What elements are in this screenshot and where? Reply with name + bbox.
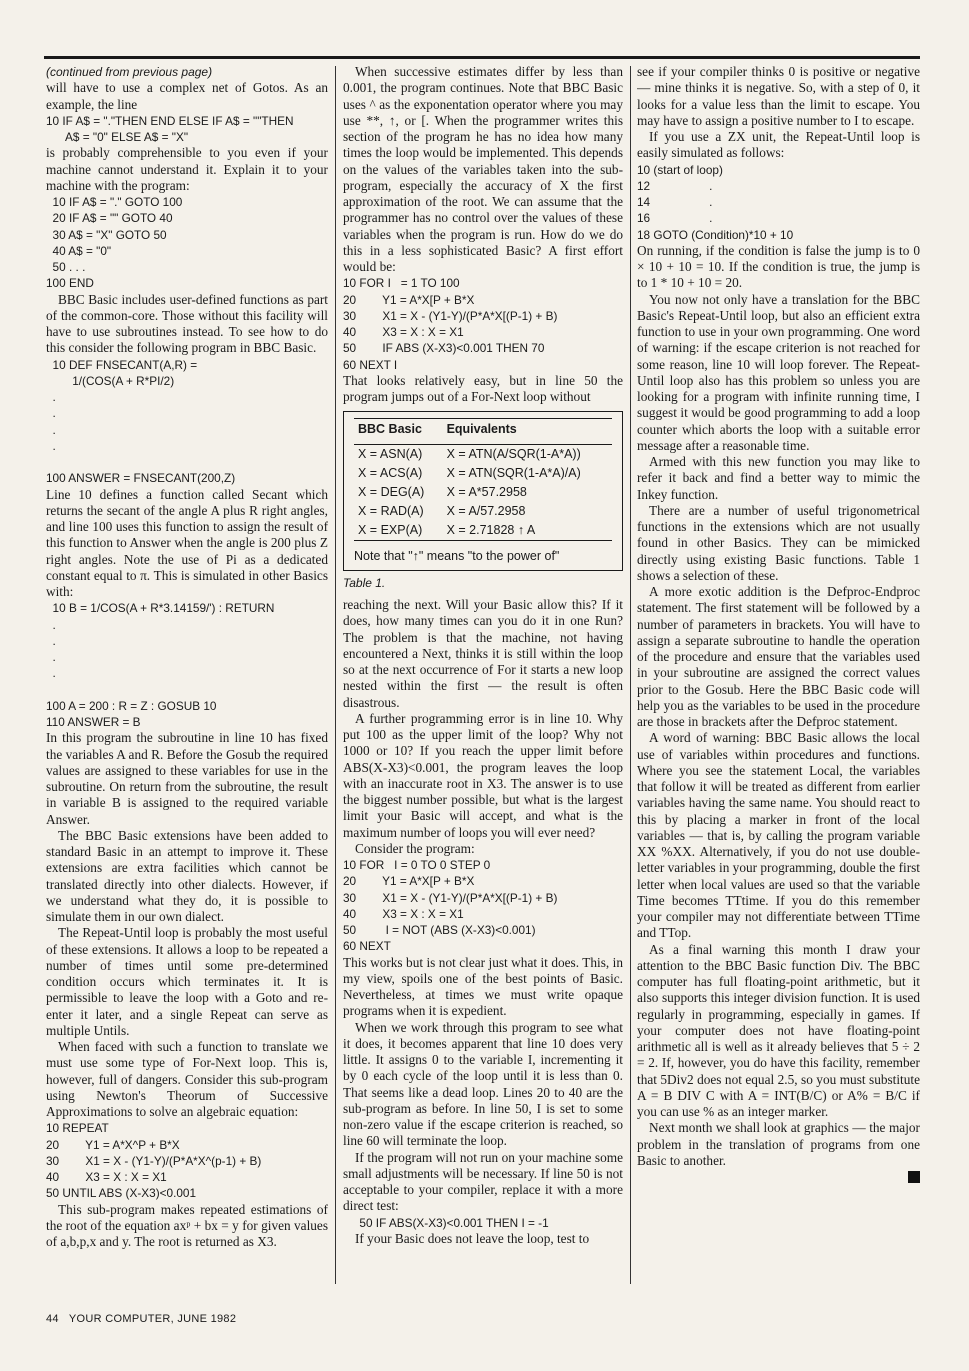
code-listing: 10 B = 1/COS(A + R*3.14159/') : RETURN . . . . 100 A = 200 : R = Z : GOSUB 10 110 ANSWER = B [46,601,275,729]
paragraph: A word of warning: BBC Basic allows the local use of variables within procedures and functions. Where you see the statement Local, the variables that follow it will be treated as different from earlier variables having the same name. You should react to this by placing a marker in front of the local variables — that is, by calling the program variable XX %XX. Alternatively, if you do not use double-letter variables in your programming, double the first letter when local values are used so that the variable Time becomes TTtime. If you do this remember your compiler may not differentiate between TTime and TTop. [637,730,920,941]
table-header-row [354,419,612,444]
publication-line: YOUR COMPUTER, JUNE 1982 [68,1313,237,1325]
table-row [354,444,612,464]
paragraph: This works but is not clear just what it does. This, in my view, spoils one of the best points of Basic. Nevertheless, at times we must write opaque programs when it is expedient. [343,954,623,1019]
paragraph: You now not only have a translation for the BBC Basic's Repeat-Until loop, but also an efficient extra function to use in your own programming. One word of warning: if the escape criterion is not reached for some reason, line 10 will loop forever. The Repeat-Until loop also has this problem so unless you are looking for a program with infinite running time, I suggest it would be good programming to add a loop counter which aborts the loop with a suitable error message after a reasonable time. [637,291,920,453]
code-listing: 10 IF A$ = "." GOTO 100 20 IF A$ = "" GOTO 40 30 A$ = "X" GOTO 50 40 A$ = "0" 50 . . . 100 END [46,195,183,291]
paragraph: The BBC Basic extensions have been added to standard Basic in an attempt to improve it. These extensions are extra facilities which cannot be translated directly into other dialects. However, if we understand what they do, it is possible to simulate them in our own dialect. [46,827,328,924]
column-1-body [46,80,328,1250]
column-divider [630,66,631,1284]
column-1 [46,64,328,1294]
paragraph: The Repeat-Until loop is probably the most useful of these extensions. It allows a loop to be repeated a number of times until some pre-determined condition occurs which terminates it. It is permissible to leave the loop with a Goto and re-enter it later, and a single Repeat can serve as multiple Untils. [46,925,328,1038]
column-2-body-bottom [343,597,623,1247]
column-3 [637,64,920,1294]
paragraph: Next month we shall look at graphics — the major problem in the translation of programs from one Basic to another. [637,1120,920,1168]
code-listing: 10 IF A$ = "."THEN END ELSE IF A$ = ""THEN A$ = "0" ELSE A$ = "X" [46,113,294,144]
table-body [354,444,612,540]
table-row [354,502,612,521]
table-cell-bbc: X = ACS(A) [358,465,423,480]
paragraph: is probably comprehensible to you even if your machine cannot understand it. Explain it to your machine with the program: [46,145,328,193]
paragraph: If the program will not run on your machine some small adjustments will be necessary. If line 50 is not acceptable to your compiler, replace it with a more direct test: [343,1149,623,1214]
paragraph: see if your compiler thinks 0 is positive or negative — mine thinks it is negative. So, with a step of 0, it looks for a value less than the limit to escape. You may have to assign a positive number to I to escape. [637,64,920,128]
paragraph: There are a number of useful trigonometrical functions in the extensions which are not usually found in other Basics. They can be mimicked directly using existing Basic functions. Table 1 shows a selection of these. [637,502,920,583]
page-number: 44 [46,1313,59,1325]
table-cell-equiv: X = A*57.2958 [446,484,527,499]
code-listing: 10 (start of loop) 12 . 14 . 16 . 18 GOTO (Condition)*10 + 10 [637,162,794,242]
table-1-grid [354,418,612,540]
code-listing: 10 FOR I = 0 TO 0 STEP 0 20 Y1 = A*X[P + B*X 30 X1 = X - (Y1-Y)/(P*A*X[(P-1) + B) 40 X3 = X : X = X1 50 I = NOT (ABS (X-X3)<0.001) 60 NEXT [343,858,558,954]
table-cell-equiv: X = ATN(A/SQR(1-A*A)) [446,446,581,461]
paragraph: If you use a ZX unit, the Repeat-Until loop is easily simulated as follows: [637,129,920,161]
table-row [354,464,612,483]
table-note: Note that "↑" means "to the power of" [354,548,560,563]
table-header-equiv: Equivalents [443,419,612,444]
table-caption: Table 1. [343,575,386,590]
paragraph: That looks relatively easy, but in line 50 the program jumps out of a For-Next loop without [343,372,623,404]
top-rule [44,56,920,59]
code-listing: 10 FOR I = 1 TO 100 20 Y1 = A*X[P + B*X 30 X1 = X - (Y1-Y)/(P*A*X[(P-1) + B) 40 X3 = X : X = X1 50 IF ABS (X-X3)<0.001 THEN 70 60 NEXT I [343,276,558,372]
table-cell-bbc: X = ASN(A) [358,446,423,461]
column-divider [335,66,336,1284]
table-row [354,521,612,541]
paragraph: As a final warning this month I draw your attention to the BBC Basic function Div. The BBC computer has full floating-point arithmetic, but it also supports this integer division function. It is used regularly in programming, especially in games. If your computer does not have floating-point arithmetic all is well as it already believes that 5 ÷ 2 = 2. If, however, you do have this facility, remember that 5Div2 does not equal 2.5, so you must substitute A = B DIV C with A = INT(B/C) or A% = B/C if you can use % as an integer marker. [637,941,920,1119]
paragraph: On running, if the condition is false the jump is to 0 × 10 + 10 = 10. If the condition is true, the jump is to 1 * 10 + 10 = 20. [637,242,920,291]
table-cell-bbc: X = DEG(A) [358,484,425,499]
table-cell-bbc: X = RAD(A) [358,503,424,518]
paragraph: reaching the next. Will your Basic allow this? If it does, how many times can you do it in one Run? The problem is that the machine, not having encountered a Next, thinks it is still within the loop so at the next occurrence of For it starts a new loop nested within the first — the result is often disastrous. [343,597,623,710]
paragraph: will have to use a complex net of Gotos. As an example, the line [46,80,328,112]
paragraph: A more exotic addition is the Defproc-Endproc statement. The first statement will be followed by a number of parameters in brackets. You will have to assign a separate subroutine to handle the operation of the procedure and ensure that the variables used in your subroutine are assigned the correct values prior to the Gosub. Here the BBC Basic code will help you as the variables to be used in the procedure are those in brackets after the Defproc statement. [637,584,920,729]
paragraph: In this program the subroutine in line 10 has fixed the variables A and R. Before the Gosub the required values are assigned to these variables for use in the subroutine. On return from the subroutine, the result in variable B is assigned to the required variable Answer. [46,730,328,827]
column-3-body [637,64,920,1169]
code-listing: 10 REPEAT 20 Y1 = A*X^P + B*X 30 X1 = X - (Y1-Y)/(P*A*X^(p-1) + B) 40 X3 = X : X = X1 50 UNTIL ABS (X-X3)<0.001 [46,1121,262,1201]
column-2-body-top [343,64,623,405]
table-cell-bbc: X = EXP(A) [354,521,443,541]
table-row [354,483,612,502]
paragraph: This sub-program makes repeated estimations of the root of the equation axᵖ + bx = y for given values of a,b,p,x and y. The root is returned as X3. [46,1201,328,1249]
paragraph: Armed with this new function you may like to refer it back and find a better way to mimic the Inkey function. [637,454,920,502]
paragraph: When successive estimates differ by less than 0.001, the program continues. Note that BBC Basic uses ^ as the exponentation operator where you may use **, ↑, or [. When the programmer writes this section of the program he has no idea how many times the loop would be implemented. This depends on the values of the variables taken into the sub-program, especially the accuracy of X the first approximation of the root. We can assume that the programmer has no control over the values of these variables when the program is run. How do we do this in a less sophisticated Basic? A first effort would be: [343,64,623,274]
paragraph: A further programming error is in line 10. Why put 100 as the upper limit of the loop? Why not 1000 or 10? If you reach the upper limit before ABS(X-X3)<0.001, the program leaves the loop with an inaccurate root in X3. The answer is to use the biggest number possible, but what is the largest limit your Basic will accept, and what is the maximum number of loops you will ever need? [343,710,623,840]
paragraph: When faced with such a function to translate we must use some type of For-Next loop. This is, however, full of dangers. Consider this sub-program using Newton's Theorum of Successive Approximations to solve an algebraic equation: [46,1039,328,1119]
table-header-bbc: BBC Basic [354,419,443,444]
code-listing: 10 DEF FNSECANT(A,R) = 1/(COS(A + R*PI/2) . . . . 100 ANSWER = FNSECANT(200,Z) [46,357,236,486]
paragraph: If your Basic does not leave the loop, test to [355,1230,590,1246]
page-footer [46,1313,236,1325]
column-2 [343,64,623,1294]
paragraph: Line 10 defines a function called Secant which returns the secant of the angle A plus R right angles, and line 100 uses this function to assign the result of this function to Answer when the angle is 200 plus Z right angles. Note the use of Pi as a dedicated constant equal to π. This is simulated in other Basics with: [46,486,328,599]
continued-note: (continued from previous page) [46,65,213,79]
table-cell-equiv: X = A/57.2958 [446,503,526,518]
paragraph: When we work through this program to see what it does, it becomes apparent that line 10 does very little. It assigns 0 to the variable I, incrementing it by 0 each cycle of the loop until it is less than 0. That seems like a dead loop. Lines 20 to 40 are the sub-program as before. In line 50, I is set to some non-zero value if the escape criterion is reached, so line 60 will terminate the loop. [343,1019,623,1149]
paragraph: Consider the program: [355,840,475,856]
table-cell-equiv: X = ATN(SQR(1-A*A)/A) [446,465,581,480]
table-cell-equiv: X = 2.71828 ↑ A [443,521,612,541]
end-of-article-mark [908,1171,920,1183]
code-listing: 50 IF ABS(X-X3)<0.001 THEN I = -1 [343,1215,549,1230]
paragraph: BBC Basic includes user-defined functions as part of the common-core. Those without this facility will have to use subroutines instead. To see how to do this consider the following program in BBC Basic. [46,291,328,356]
table-1 [343,411,623,571]
